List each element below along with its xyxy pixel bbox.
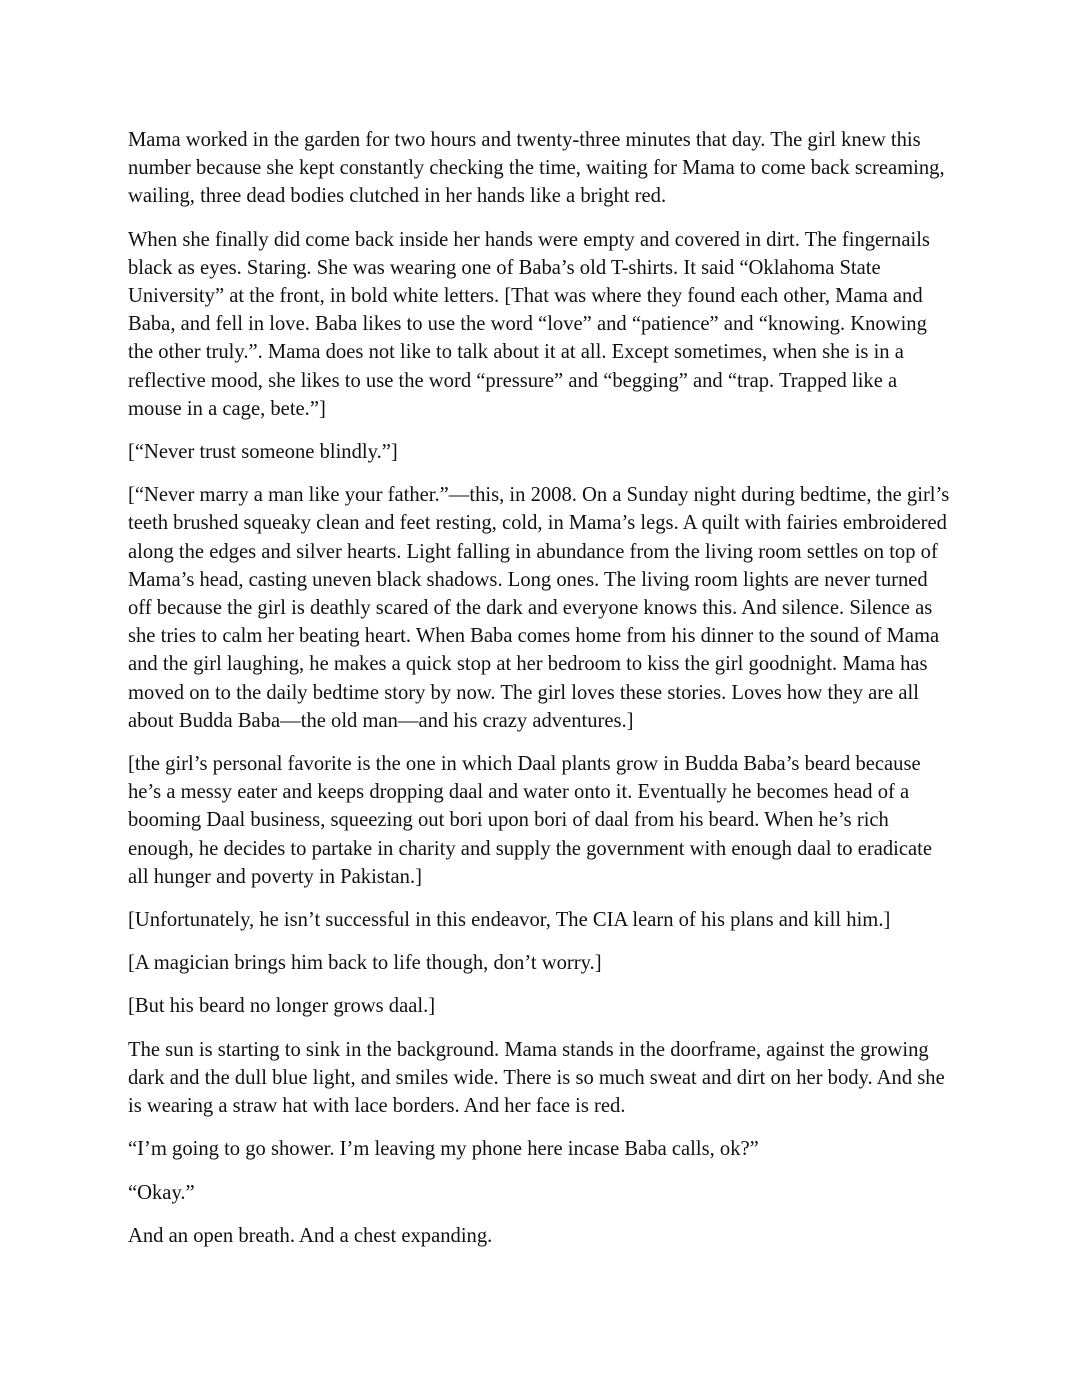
paragraph-11: “Okay.” [128,1181,195,1204]
paragraph-1: Mama worked in the garden for two hours and twenty-three minutes that day. The girl knew this number because she kept constantly checking the time, waiting for Mama to come back screaming, wailing, three dead bodies clutched in her hands like a bright red. [128,129,945,208]
paragraph-5: [the girl’s personal favorite is the one in which Daal plants grow in Budda Baba’s beard because he’s a messy eater and keeps dropping daal and water onto it. Eventually he becomes head of a booming Daal business, squeezing out bori upon bori of daal from his beard. When he’s rich enough, he decides to partake in charity and supply the government with enough daal to eradicate all hunger and poverty in Pakistan.] [128,753,933,888]
paragraph-2: When she finally did come back inside her hands were empty and covered in dirt. The fingernails black as eyes. Staring. She was wearing one of Baba’s old T-shirts. It said “Oklahoma State University” at the front, in bold white letters. [That was where they found each other, Mama and Baba, and fell in love. Baba likes to use the word “love” and “patience” and “knowing. Knowing the other truly.”. Mama does not like to talk about it at all. Except sometimes, when she is in a reflective mood, she likes to use the word “pressure” and “begging” and “trap. Trapped like a mouse in a cage, bete.”] [128,228,930,420]
paragraph-8: [But his beard no longer grows daal.] [128,995,436,1018]
paragraph-12: And an open breath. And a chest expanding. [128,1224,493,1247]
document-body [128,126,956,1265]
paragraph-9: The sun is starting to sink in the background. Mama stands in the doorframe, against the growing dark and the dull blue light, and smiles wide. There is so much sweat and dirt on her body. And she is wearing a straw hat with lace borders. And her face is red. [128,1038,945,1118]
paragraph-3: [“Never trust someone blindly.”] [128,441,398,464]
paragraph-6: [Unfortunately, he isn’t successful in this endeavor, The CIA learn of his plans and kill him.] [128,909,891,932]
paragraph-7: [A magician brings him back to life though, don’t worry.] [128,952,602,975]
paragraph-4: [“Never marry a man like your father.”—this, in 2008. On a Sunday night during bedtime, the girl’s teeth brushed squeaky clean and feet resting, cold, in Mama’s legs. A quilt with fairies embroidered along the edges and silver hearts. Light falling in abundance from the living room settles on top of Mama’s head, casting uneven black shadows. Long ones. The living room lights are never turned off because the girl is deathly scared of the dark and everyone knows this. And silence. Silence as she tries to calm her beating heart. When Baba comes home from his dinner to the sound of Mama and the girl laughing, he makes a quick stop at her bedroom to kiss the girl goodnight. Mama has moved on to the daily bedtime story by now. The girl loves these stories. Loves how they are all about Budda Baba—the old man—and his crazy adventures.] [128,484,950,732]
paragraph-10: “I’m going to go shower. I’m leaving my phone here incase Baba calls, ok?” [128,1138,759,1161]
